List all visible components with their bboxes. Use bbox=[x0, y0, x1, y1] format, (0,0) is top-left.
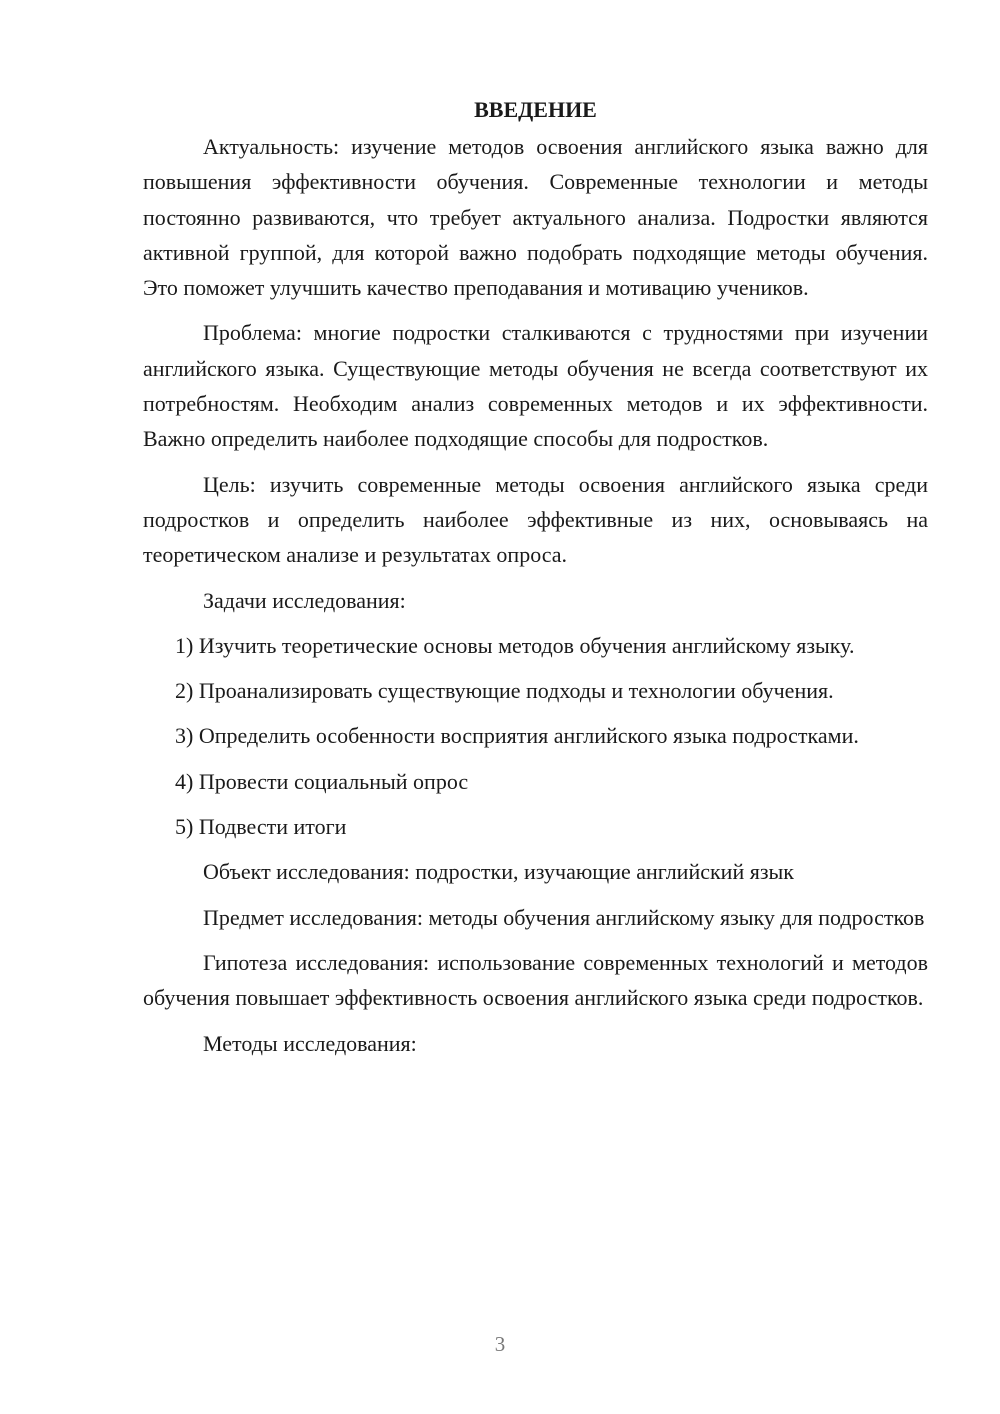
task-item-4: 4) Провести социальный опрос bbox=[175, 768, 469, 794]
document-page bbox=[143, 92, 928, 1071]
task-item-1: 1) Изучить теоретические основы методов обучения английскому языку. bbox=[175, 632, 855, 658]
task-item-2: 2) Проанализировать существующие подходы и технологии обучения. bbox=[175, 678, 834, 704]
paragraph-tasks-heading: Задачи исследования: bbox=[203, 587, 406, 613]
section-title: ВВЕДЕНИЕ bbox=[474, 97, 597, 122]
paragraph-hypothesis: Гипотеза исследования: использование современных технологий и методов обучения повышает эффективность освоения английского языка среди подростков. bbox=[143, 949, 928, 1011]
task-item-3: 3) Определить особенности восприятия английского языка подростками. bbox=[175, 723, 859, 749]
paragraph-subject: Предмет исследования: методы обучения английскому языку для подростков bbox=[203, 904, 925, 930]
paragraph-relevance: Актуальность: изучение методов освоения английского языка важно для повышения эффективности обучения. Современные технологии и методы постоянно развиваются, что требует актуального анализа. Подростки являются активной группой, для которой важно подобрать подходящие методы обучения. Это поможет улучшить качество преподавания и мотивацию учеников. bbox=[143, 134, 928, 301]
paragraph-object: Объект исследования: подростки, изучающие английский язык bbox=[203, 859, 794, 885]
task-item-5: 5) Подвести итоги bbox=[175, 814, 347, 840]
paragraph-methods-heading: Методы исследования: bbox=[203, 1030, 417, 1056]
paragraph-goal: Цель: изучить современные методы освоения английского языка среди подростков и определить наиболее эффективные из них, основываясь на теоретическом анализе и результатах опроса. bbox=[143, 471, 928, 568]
paragraph-problem: Проблема: многие подростки сталкиваются с трудностями при изучении английского языка. Существующие методы обучения не всегда соответствуют их потребностям. Необходим анализ современных методов и их эффективности. Важно определить наиболее подходящие способы для подростков. bbox=[143, 320, 928, 452]
page-number: 3 bbox=[494, 1332, 506, 1356]
